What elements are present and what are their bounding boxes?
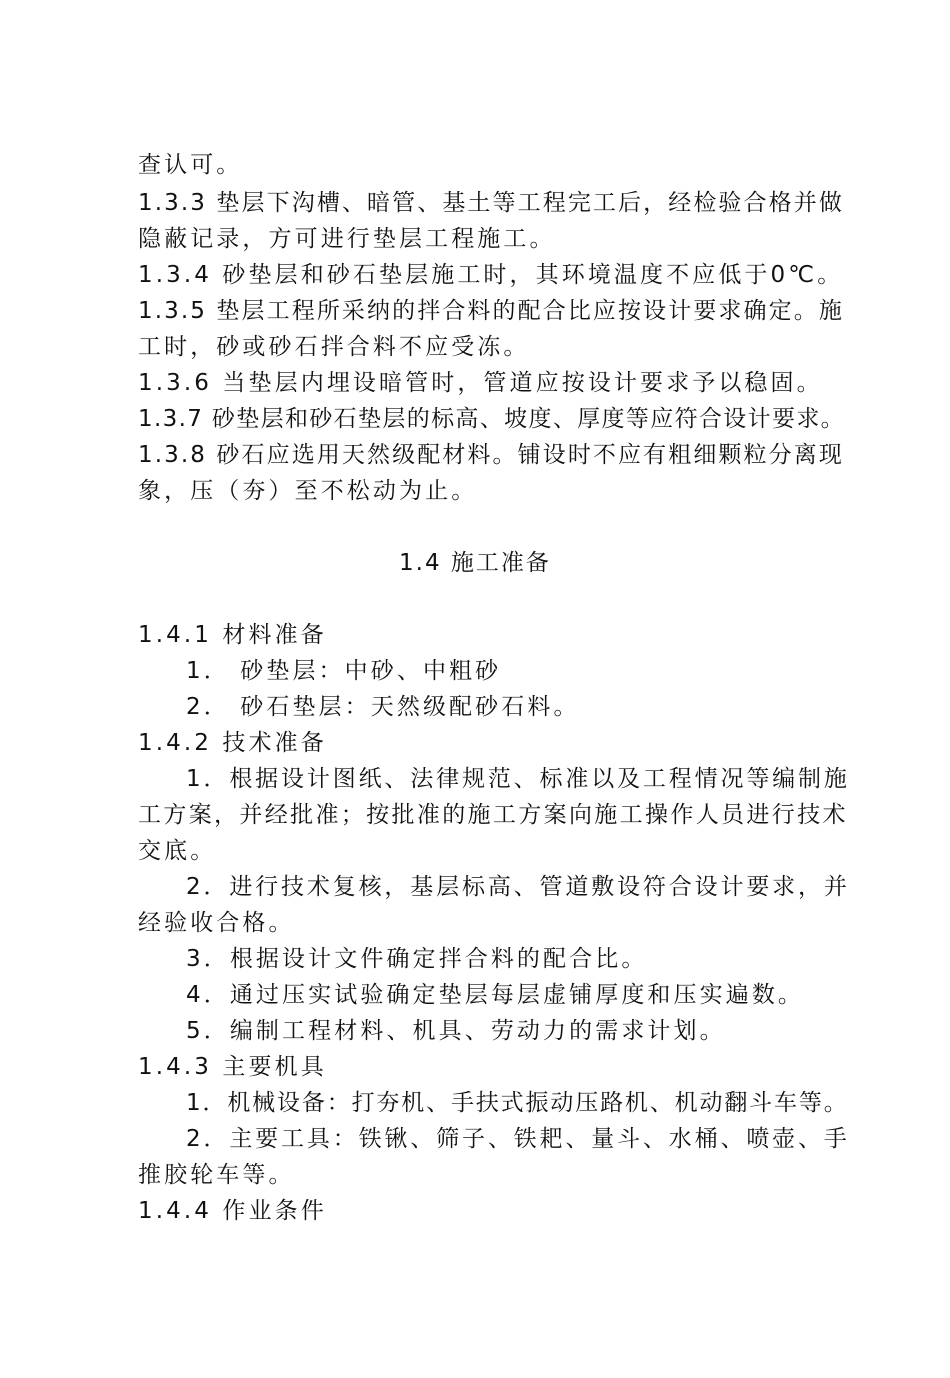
list-item: 1． 砂垫层：中砂、中粗砂	[186, 658, 502, 684]
text-line: 工时，砂或砂石拌合料不应受冻。	[138, 334, 530, 360]
list-item: 1．根据设计图纸、法律规范、标准以及工程情况等编制施	[186, 766, 850, 792]
text-line: 工方案，并经批准；按批准的施工方案向施工操作人员进行技术	[138, 802, 848, 828]
clause-1-3-5: 1.3.5 垫层工程所采纳的拌合料的配合比应按设计要求确定。施	[138, 298, 844, 324]
list-item: 5．编制工程材料、机具、劳动力的需求计划。	[186, 1018, 726, 1044]
subsection-1-4-4: 1.4.4 作业条件	[138, 1198, 327, 1224]
clause-1-3-7: 1.3.7 砂垫层和砂石垫层的标高、坡度、厚度等应符合设计要求。	[138, 406, 846, 432]
text-line: 象，压（夯）至不松动为止。	[138, 478, 478, 504]
clause-1-3-3: 1.3.3 垫层下沟槽、暗管、基土等工程完工后，经检验合格并做	[138, 190, 844, 216]
text-line: 推胶轮车等。	[138, 1162, 295, 1188]
list-item: 1．机械设备：打夯机、手扶式振动压路机、机动翻斗车等。	[186, 1090, 849, 1116]
text-line: 隐蔽记录，方可进行垫层工程施工。	[138, 226, 556, 252]
list-item: 4．通过压实试验确定垫层每层虚铺厚度和压实遍数。	[186, 982, 805, 1008]
subsection-1-4-3: 1.4.3 主要机具	[138, 1054, 327, 1080]
clause-1-3-6: 1.3.6 当垫层内埋设暗管时，管道应按设计要求予以稳固。	[138, 370, 823, 396]
text-line: 查认可。	[138, 152, 243, 178]
subsection-1-4-2: 1.4.2 技术准备	[138, 730, 327, 756]
section-heading: 1.4 施工准备	[399, 550, 551, 576]
subsection-1-4-1: 1.4.1 材料准备	[138, 622, 327, 648]
list-item: 3．根据设计文件确定拌合料的配合比。	[186, 946, 648, 972]
clause-1-3-8: 1.3.8 砂石应选用天然级配材料。铺设时不应有粗细颗粒分离现	[138, 442, 844, 468]
list-item: 2． 砂石垫层：天然级配砂石料。	[186, 694, 580, 720]
list-item: 2．主要工具：铁锹、筛子、铁耙、量斗、水桶、喷壶、手	[186, 1126, 850, 1152]
text-line: 交底。	[138, 838, 217, 864]
list-item: 2．进行技术复核，基层标高、管道敷设符合设计要求，并	[186, 874, 850, 900]
text-line: 经验收合格。	[138, 910, 295, 936]
clause-1-3-4: 1.3.4 砂垫层和砂石垫层施工时，其环境温度不应低于0℃。	[138, 262, 844, 288]
